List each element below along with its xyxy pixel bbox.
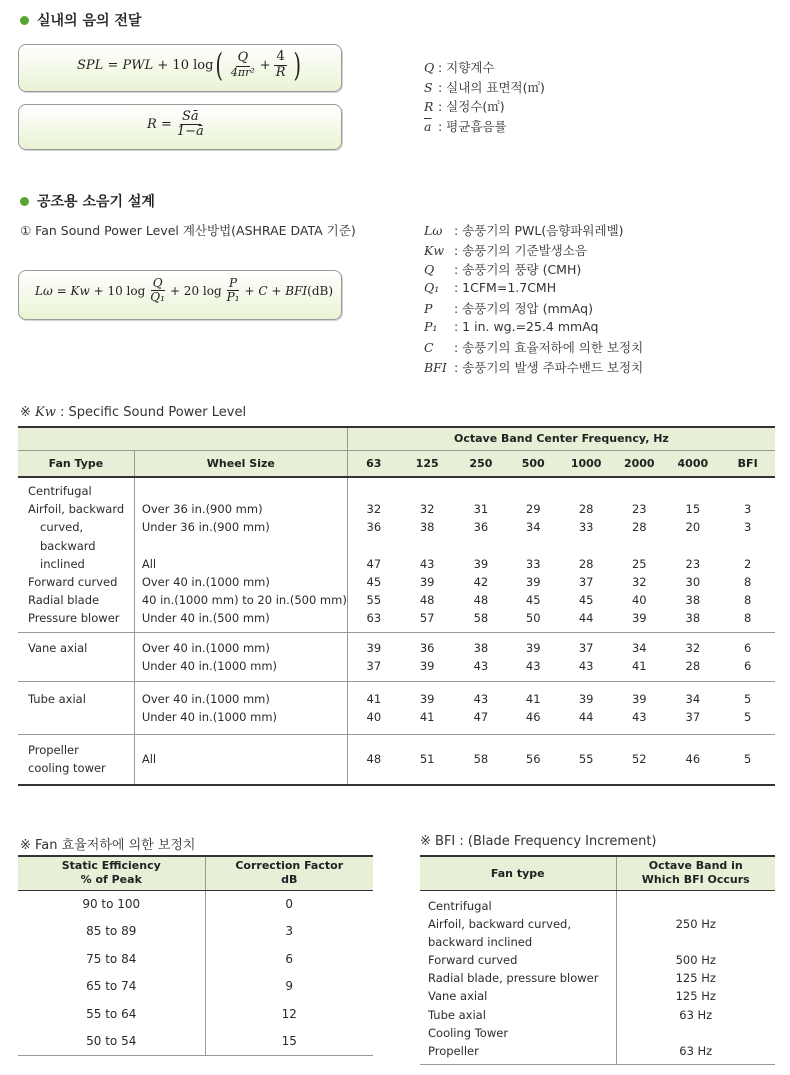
value-line: 33 — [578, 520, 594, 535]
value-line — [613, 482, 665, 500]
value-line: 39 — [631, 691, 647, 706]
freq-header: 2000 — [613, 450, 665, 477]
value-cell — [455, 632, 508, 681]
bfi-band-cell — [616, 890, 775, 1065]
method-subtitle: ① Fan Sound Power Level 계산방법(ASHRAE DATA 기준) — [20, 223, 356, 238]
freq-header: 63 — [347, 450, 399, 477]
def-item: C : 송풍기의 효율저하에 의한 보정치 — [424, 340, 644, 355]
value-line: 43 — [473, 658, 489, 673]
wheel-size-cell — [134, 477, 347, 632]
value-line: 39 — [631, 611, 647, 626]
value-cell — [559, 632, 613, 681]
value-line: 43 — [631, 710, 647, 725]
definitions-room — [424, 58, 545, 136]
freq-header: 500 — [507, 450, 559, 477]
octave-band-header: Octave Band in Which BFI Occurs — [616, 856, 775, 890]
value-cell — [507, 477, 559, 632]
eff-table-caption: ※ Fan 효율저하에 의한 보정치 — [20, 838, 196, 853]
bfi-fan-line: Tube axial — [428, 1007, 486, 1022]
value-line: 28 — [685, 658, 701, 673]
table-row — [18, 477, 775, 632]
wheel-size-line: Under 40 in.(1000 mm) — [141, 658, 278, 673]
correction-cell: 3 — [285, 924, 294, 939]
value-line: 48 — [473, 593, 489, 608]
fan-type-header: Fan type — [420, 856, 616, 890]
def-item: Lω : 송풍기의 PWL(음향파워레벨) — [424, 223, 624, 238]
value-line: 34 — [685, 691, 701, 706]
bfi-band-line — [617, 1024, 776, 1042]
value-line: 5 — [744, 752, 752, 767]
value-line: 48 — [366, 752, 382, 767]
def-item: Q : 지향계수 — [424, 60, 495, 75]
fan-type-cell — [18, 632, 134, 681]
fan-type-line: Centrifugal — [28, 484, 92, 498]
value-line: 63 — [366, 611, 382, 626]
value-line: 34 — [525, 520, 541, 535]
freq-header: 125 — [400, 450, 455, 477]
efficiency-cell: 50 to 54 — [18, 1028, 205, 1056]
bfi-fan-line: Cooling Tower — [428, 1025, 509, 1040]
value-line: 52 — [631, 752, 647, 767]
kw-table-caption: ※ Kw : Specific Sound Power Level — [20, 405, 247, 420]
correction-cell: 6 — [285, 951, 294, 966]
table-row — [18, 945, 373, 973]
value-line: 58 — [473, 611, 489, 626]
fan-type-line: curved, — [40, 520, 84, 535]
fan-type-line: Pressure blower — [28, 611, 120, 626]
freq-header: 1000 — [559, 450, 613, 477]
value-line: 41 — [525, 691, 541, 706]
table-row — [18, 1028, 373, 1056]
value-line — [400, 537, 455, 555]
value-cell — [613, 735, 665, 785]
formula-r-box — [18, 104, 342, 150]
wheel-size-line — [142, 482, 347, 500]
efficiency-cell: 65 to 74 — [18, 973, 205, 1001]
value-cell — [720, 681, 775, 734]
value-line: 34 — [631, 640, 647, 655]
value-cell — [665, 477, 720, 632]
value-line: 29 — [525, 502, 541, 517]
value-line: 41 — [631, 658, 647, 673]
efficiency-cell: 55 to 64 — [18, 1000, 205, 1028]
value-cell — [613, 477, 665, 632]
value-line: 46 — [525, 710, 541, 725]
table-row — [18, 681, 775, 734]
value-cell — [720, 477, 775, 632]
value-cell — [559, 477, 613, 632]
def-item: BFI : 송풍기의 발생 주파수밴드 보정치 — [424, 359, 644, 375]
bfi-band-line: 125 Hz — [675, 989, 716, 1004]
value-line: 33 — [525, 556, 541, 571]
efficiency-cell: 85 to 89 — [18, 918, 205, 946]
value-line: 6 — [744, 640, 752, 655]
value-line: 43 — [419, 556, 435, 571]
fan-type-line — [28, 657, 134, 675]
value-line: 58 — [473, 752, 489, 767]
static-efficiency-header: Static Efficiency % of Peak — [18, 856, 205, 890]
freq-header: 4000 — [665, 450, 720, 477]
def-item: P₁ : 1 in. wg.=25.4 mmAq — [424, 318, 599, 334]
value-line — [348, 537, 400, 555]
value-line: 32 — [419, 502, 435, 517]
value-line: 28 — [631, 520, 647, 535]
value-line: 20 — [685, 520, 701, 535]
blank-header — [18, 427, 347, 450]
def-item: R : 실정수(㎡) — [424, 99, 505, 114]
value-cell — [559, 735, 613, 785]
bullet-dot-icon — [20, 197, 29, 206]
value-line: 3 — [744, 520, 752, 535]
value-line: 39 — [419, 691, 435, 706]
value-line: 46 — [685, 752, 701, 767]
value-line: 56 — [525, 752, 541, 767]
value-line: 42 — [473, 574, 489, 589]
value-line: 30 — [685, 574, 701, 589]
value-line: 43 — [473, 691, 489, 706]
bfi-table — [420, 855, 775, 1065]
value-line: 40 — [631, 593, 647, 608]
bfi-fan-line: Airfoil, backward curved, — [428, 916, 572, 931]
value-line: 43 — [578, 658, 594, 673]
fan-type-cell — [18, 477, 134, 632]
wheel-size-line: All — [141, 752, 157, 767]
fan-type-line: Forward curved — [28, 574, 118, 589]
value-cell — [720, 735, 775, 785]
value-line — [665, 482, 720, 500]
fan-type-line: Radial blade — [28, 593, 100, 608]
value-cell — [455, 681, 508, 734]
value-line: 5 — [744, 710, 752, 725]
value-line: 39 — [578, 691, 594, 706]
wheel-size-line — [142, 537, 347, 555]
table-row — [18, 918, 373, 946]
table-row — [18, 1000, 373, 1028]
value-cell — [347, 477, 399, 632]
value-line: 44 — [578, 710, 594, 725]
value-line: 32 — [631, 574, 647, 589]
freq-header: 250 — [455, 450, 508, 477]
bfi-fan-line: Forward curved — [428, 953, 518, 968]
wheel-size-cell — [134, 632, 347, 681]
value-line: 8 — [744, 574, 752, 589]
freq-header: BFI — [720, 450, 775, 477]
fan-type-cell — [18, 681, 134, 734]
value-line: 23 — [685, 556, 701, 571]
value-line: 39 — [419, 658, 435, 673]
definitions-fan — [424, 221, 643, 377]
fan-type-line: Vane axial — [28, 640, 88, 655]
wheel-size-line: Under 40 in.(1000 mm) — [141, 710, 278, 725]
value-cell — [613, 632, 665, 681]
value-line: 3 — [744, 502, 752, 517]
value-line: 36 — [366, 520, 382, 535]
formula-spl-box — [18, 44, 342, 92]
value-line: 8 — [744, 593, 752, 608]
fan-type-header: Fan Type — [18, 450, 134, 477]
fan-type-line: Airfoil, backward — [28, 502, 125, 517]
def-item: S : 실내의 표면적(㎡) — [424, 79, 545, 95]
value-line — [455, 537, 508, 555]
correction-cell: 0 — [285, 897, 294, 911]
bfi-fan-line: Radial blade, pressure blower — [428, 971, 599, 986]
value-cell — [559, 681, 613, 734]
wheel-size-line: Under 40 in.(500 mm) — [141, 611, 270, 626]
bfi-band-line: 63 Hz — [679, 1044, 713, 1058]
value-line: 38 — [419, 520, 435, 535]
value-line: 39 — [525, 574, 541, 589]
value-line: 2 — [744, 556, 752, 571]
value-line: 51 — [419, 752, 435, 767]
value-line: 41 — [366, 691, 382, 706]
table-row — [18, 632, 775, 681]
value-line: 41 — [419, 710, 435, 725]
value-line: 25 — [631, 556, 647, 571]
value-line: 37 — [578, 574, 594, 589]
def-item: Q₁ : 1CFM=1.7CMH — [424, 279, 557, 295]
bfi-fan-line: Centrifugal — [428, 898, 492, 913]
wheel-size-cell — [134, 735, 347, 785]
efficiency-cell: 90 to 100 — [18, 890, 205, 918]
value-line — [720, 482, 775, 500]
value-line: 6 — [744, 658, 752, 673]
value-line: 37 — [685, 710, 701, 725]
wheel-size-line: Over 40 in.(1000 mm) — [141, 691, 270, 706]
def-item: Q : 송풍기의 풍량 (CMH) — [424, 262, 582, 277]
def-item: Kw : 송풍기의 기준발생소음 — [424, 242, 587, 258]
kw-table — [18, 426, 775, 786]
formula-r: R = $\frac{Sā}{1-ā}$ — [147, 109, 204, 140]
value-line — [348, 482, 400, 500]
fan-type-cell — [18, 735, 134, 785]
value-line — [665, 537, 720, 555]
value-cell — [400, 681, 455, 734]
formula-spl: SPL = PWL + 10 log ( $\frac{Q}{\text{4πr²}}$ + $\frac{4}{R}$ ) — [77, 46, 301, 84]
value-cell — [665, 632, 720, 681]
formula-lw-box — [18, 270, 342, 320]
bfi-fan-line: Vane axial — [428, 989, 488, 1004]
bfi-fan-line: backward inclined — [428, 934, 533, 949]
correction-factor-header: Correction Factor dB — [205, 856, 373, 890]
wheel-size-line: All — [141, 556, 157, 571]
value-line — [559, 537, 613, 555]
value-cell — [507, 632, 559, 681]
wheel-size-header: Wheel Size — [134, 450, 347, 477]
value-cell — [400, 632, 455, 681]
value-line: 32 — [685, 640, 701, 655]
def-item: P : 송풍기의 정압 (mmAq) — [424, 301, 593, 316]
value-line: 8 — [744, 611, 752, 626]
bfi-table-caption: ※ BFI : (Blade Frequency Increment) — [420, 834, 657, 849]
value-line — [400, 482, 455, 500]
bfi-band-line — [617, 897, 776, 915]
value-line: 31 — [473, 502, 489, 517]
value-cell — [400, 477, 455, 632]
value-cell — [665, 681, 720, 734]
fan-type-line: Propeller — [28, 743, 79, 758]
wheel-size-line: 40 in.(1000 mm) to 20 in.(500 mm) — [141, 593, 347, 608]
octave-header: Octave Band Center Frequency, Hz — [347, 427, 775, 450]
value-line — [613, 537, 665, 555]
value-line: 38 — [473, 640, 489, 655]
value-cell — [347, 632, 399, 681]
efficiency-table — [18, 855, 373, 1056]
value-cell — [455, 477, 508, 632]
bfi-band-line: 250 Hz — [675, 916, 716, 931]
value-line: 47 — [366, 556, 382, 571]
value-line: 45 — [578, 593, 594, 608]
value-cell — [455, 735, 508, 785]
value-line — [720, 537, 775, 555]
fan-type-line: inclined — [40, 556, 85, 571]
section-title-silencer-design: 공조용 소음기 설계 — [20, 191, 155, 211]
value-line — [455, 482, 508, 500]
value-line: 5 — [744, 691, 752, 706]
value-line: 55 — [578, 752, 594, 767]
bfi-band-line — [617, 933, 776, 951]
value-line: 45 — [525, 593, 541, 608]
value-line: 39 — [525, 640, 541, 655]
bfi-band-line: 63 Hz — [679, 1007, 713, 1022]
table-row — [18, 973, 373, 1001]
value-line: 39 — [419, 574, 435, 589]
value-cell — [400, 735, 455, 785]
value-line: 48 — [419, 593, 435, 608]
table-row — [18, 735, 775, 785]
fan-type-line — [28, 708, 134, 726]
value-cell — [347, 735, 399, 785]
value-line — [507, 482, 559, 500]
value-cell — [665, 735, 720, 785]
value-line: 50 — [525, 611, 541, 626]
bfi-fan-line: Propeller — [428, 1044, 479, 1058]
fan-type-line: Tube axial — [28, 691, 86, 706]
value-line: 37 — [366, 658, 382, 673]
value-line: 28 — [578, 502, 594, 517]
value-line: 37 — [578, 640, 594, 655]
bullet-dot-icon — [20, 16, 29, 25]
correction-cell: 15 — [205, 1028, 373, 1056]
value-line: 40 — [366, 710, 382, 725]
wheel-size-line: Over 40 in.(1000 mm) — [141, 640, 270, 655]
value-line: 36 — [419, 640, 435, 655]
fan-type-line: backward — [40, 538, 96, 553]
value-cell — [347, 681, 399, 734]
value-line: 15 — [685, 502, 701, 517]
efficiency-cell: 75 to 84 — [18, 945, 205, 973]
bfi-band-line: 125 Hz — [675, 971, 716, 986]
value-line: 43 — [525, 658, 541, 673]
wheel-size-line: Under 36 in.(900 mm) — [141, 520, 270, 535]
def-item: $\overline{a}$ : 평균흡음률 — [424, 118, 507, 134]
value-line: 28 — [578, 556, 594, 571]
value-line — [559, 482, 613, 500]
fan-type-line: cooling tower — [28, 761, 106, 776]
wheel-size-cell — [134, 681, 347, 734]
correction-cell: 9 — [285, 979, 294, 994]
value-cell — [720, 632, 775, 681]
value-cell — [613, 681, 665, 734]
correction-cell: 12 — [281, 1006, 297, 1021]
value-line: 45 — [366, 574, 382, 589]
value-line: 55 — [366, 593, 382, 608]
value-line — [507, 537, 559, 555]
value-line: 44 — [578, 611, 594, 626]
value-line: 39 — [473, 556, 489, 571]
value-cell — [507, 681, 559, 734]
bfi-fan-cell — [420, 890, 616, 1065]
value-line: 57 — [419, 611, 435, 626]
value-line: 38 — [685, 593, 701, 608]
table-row — [18, 890, 373, 918]
value-line: 36 — [473, 520, 489, 535]
value-cell — [507, 735, 559, 785]
value-line: 47 — [473, 710, 489, 725]
value-line: 38 — [685, 611, 701, 626]
section-title-sound-transmission: 실내의 음의 전달 — [20, 10, 141, 30]
value-line: 39 — [366, 640, 382, 655]
value-line: 23 — [631, 502, 647, 517]
formula-lw: Lω = Kw + 10 log $\frac{Q}{\text{Q₁}}$ + 20 log $\frac{P}{\text{P₁}}$ + C + BFI (dB) — [35, 276, 334, 305]
wheel-size-line: Over 40 in.(1000 mm) — [141, 574, 270, 589]
value-line: 32 — [366, 502, 382, 517]
bfi-band-line: 500 Hz — [675, 953, 716, 968]
wheel-size-line: Over 36 in.(900 mm) — [141, 502, 263, 517]
